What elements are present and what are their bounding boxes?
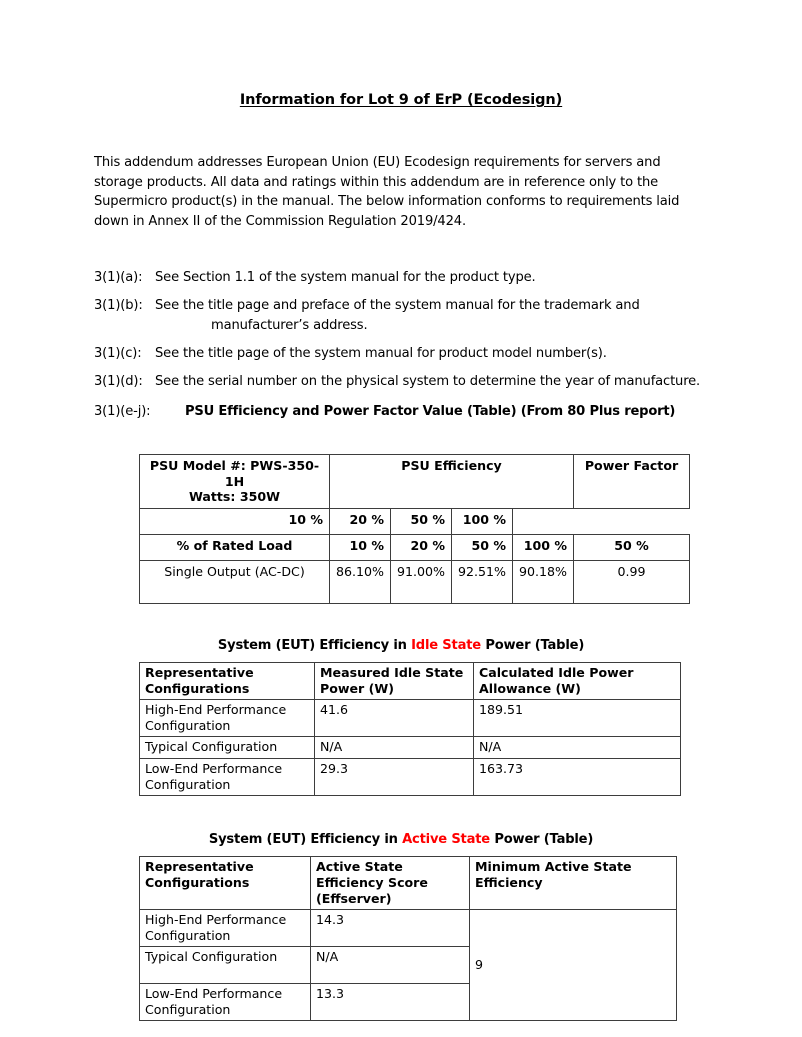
active-config-high-line1: High-End Performance [145,911,287,927]
idle-table-wrapper [94,653,708,796]
idle-config-high-line1: High-End Performance [145,701,287,717]
clause-3-1-e-j [94,402,708,422]
idle-header-allowance-line1: Calculated Idle Power [479,664,634,680]
psu-model-cell [140,455,330,509]
table-row [140,909,677,946]
table-row [140,534,690,560]
idle-measured-low: 29.3 [315,758,474,795]
idle-header-measured [315,662,474,699]
psu-eff-100: 90.18% [513,560,574,603]
psu-power-factor-value: 0.99 [574,560,690,603]
clause-text-line2: manufacturer’s address. [211,317,368,333]
psu-row-label: Single Output (AC-DC) [140,560,330,603]
idle-config-low-line2: Configuration [145,776,231,792]
active-table-wrapper [94,847,708,1021]
idle-header-config-line2: Configurations [145,680,250,696]
active-config-high [140,909,311,946]
idle-config-low-line1: Low-End Performance [145,760,283,776]
active-config-low-line1: Low-End Performance [145,985,283,1001]
psu-load-10: 10 % [140,508,330,534]
idle-header-allowance [474,662,681,699]
idle-caption-pre: System (EUT) Efficiency in [217,637,412,653]
psu-eff-10: 86.10% [330,560,391,603]
psu-power-factor-header: Power Factor [574,455,690,509]
idle-allowance-high: 189.51 [474,699,681,736]
active-header-config-line2: Configurations [145,874,250,890]
psu-efficiency-table [139,454,690,604]
clause-3-1-d [94,372,708,392]
active-header-minimum-line1: Minimum Active State [475,858,632,874]
table-row [140,856,677,909]
psu-load-20: 20 % [330,508,391,534]
active-header-config [140,856,311,909]
clause-text: PSU Efficiency and Power Factor Value (Table) (From 80 Plus report) [185,404,676,420]
active-header-minimum-line2: Efficiency [475,874,543,890]
active-config-low [140,983,311,1020]
psu-load-50: 50 % [391,508,452,534]
clause-text: See Section 1.1 of the system manual for the product type. [155,270,536,286]
active-score-low: 13.3 [311,983,470,1020]
active-state-table [139,856,677,1021]
clause-list [94,231,708,422]
psu-rated-load-1: 20 % [391,534,452,560]
clause-text: See the title page of the system manual for product model number(s). [155,345,607,361]
psu-model-line2: 1H [224,473,245,489]
psu-rated-load-pf: 50 % [574,534,690,560]
idle-caption-post: Power (Table) [480,637,585,653]
table-row [140,758,681,795]
clause-key: 3(1)(d): [94,373,143,389]
page-content [94,0,708,1021]
active-header-minimum [470,856,677,909]
active-minimum-efficiency: 9 [470,909,677,1020]
active-caption-pre: System (EUT) Efficiency in [208,831,403,847]
table-row [140,560,690,603]
clause-3-1-b [94,296,708,335]
clause-text [155,296,708,335]
psu-rated-load-3: 100 % [513,534,574,560]
psu-table-wrapper [94,430,708,604]
idle-header-allowance-line2: Allowance (W) [479,680,581,696]
psu-efficiency-header: PSU Efficiency [330,455,574,509]
active-header-config-line1: Representative [145,858,254,874]
table-row [140,736,681,758]
active-score-typical: N/A [311,946,470,983]
clause-3-1-c [94,344,708,364]
table-row [140,699,681,736]
idle-config-low [140,758,315,795]
intro-paragraph: This addendum addresses European Union (EU) Ecodesign requirements for servers and storage products. All data and ratings within this addendum are in reference only to the Supermicro product(s) in the manual. The below information conforms to requirements laid down in Annex II of the Commission Regulation 2019/424. [94,155,680,229]
clause-text: See the serial number on the physical system to determine the year of manufacture. [155,373,701,389]
active-header-score-line2: Efficiency Score [316,874,428,890]
idle-allowance-typical: N/A [474,736,681,758]
table-row [140,508,690,534]
idle-header-config [140,662,315,699]
clause-text-line1: See the title page and preface of the system manual for the trademark and [155,298,640,314]
idle-config-typical: Typical Configuration [140,736,315,758]
psu-rated-load-2: 50 % [452,534,513,560]
active-state-caption [94,796,708,847]
active-caption-highlight: Active State [402,831,490,847]
idle-header-measured-line1: Measured Idle State [320,664,464,680]
psu-eff-20: 91.00% [391,560,452,603]
page-title-text: Information for Lot 9 of ErP (Ecodesign) [239,92,563,108]
active-score-high: 14.3 [311,909,470,946]
idle-config-high [140,699,315,736]
active-header-score-line3: (Effserver) [316,890,392,906]
psu-model-line1: PSU Model #: PWS-350- [149,458,320,474]
clause-key: 3(1)(c): [94,345,142,361]
clause-key: 3(1)(e-j): [94,404,151,420]
active-caption-post: Power (Table) [490,831,594,847]
idle-measured-high: 41.6 [315,699,474,736]
psu-rated-load-0: 10 % [330,534,391,560]
psu-eff-50: 92.51% [452,560,513,603]
idle-header-config-line1: Representative [145,664,254,680]
idle-caption-highlight: Idle State [411,637,481,653]
active-header-score-line1: Active State [316,858,403,874]
idle-measured-typical: N/A [315,736,474,758]
idle-allowance-low: 163.73 [474,758,681,795]
idle-config-high-line2: Configuration [145,717,231,733]
clause-3-1-a [94,268,708,288]
active-config-high-line2: Configuration [145,927,231,943]
active-config-low-line2: Configuration [145,1001,231,1017]
idle-state-table [139,662,681,796]
page-title [94,0,708,108]
active-config-typical: Typical Configuration [140,946,311,983]
idle-state-caption [94,604,708,653]
table-row [140,455,690,509]
clause-key: 3(1)(a): [94,270,143,286]
active-header-score [311,856,470,909]
psu-load-100: 100 % [452,508,513,534]
psu-watts: Watts: 350W [188,489,281,505]
psu-rated-load-label: % of Rated Load [140,534,330,560]
idle-header-measured-line2: Power (W) [320,680,395,696]
table-row [140,662,681,699]
clause-key: 3(1)(b): [94,298,143,314]
